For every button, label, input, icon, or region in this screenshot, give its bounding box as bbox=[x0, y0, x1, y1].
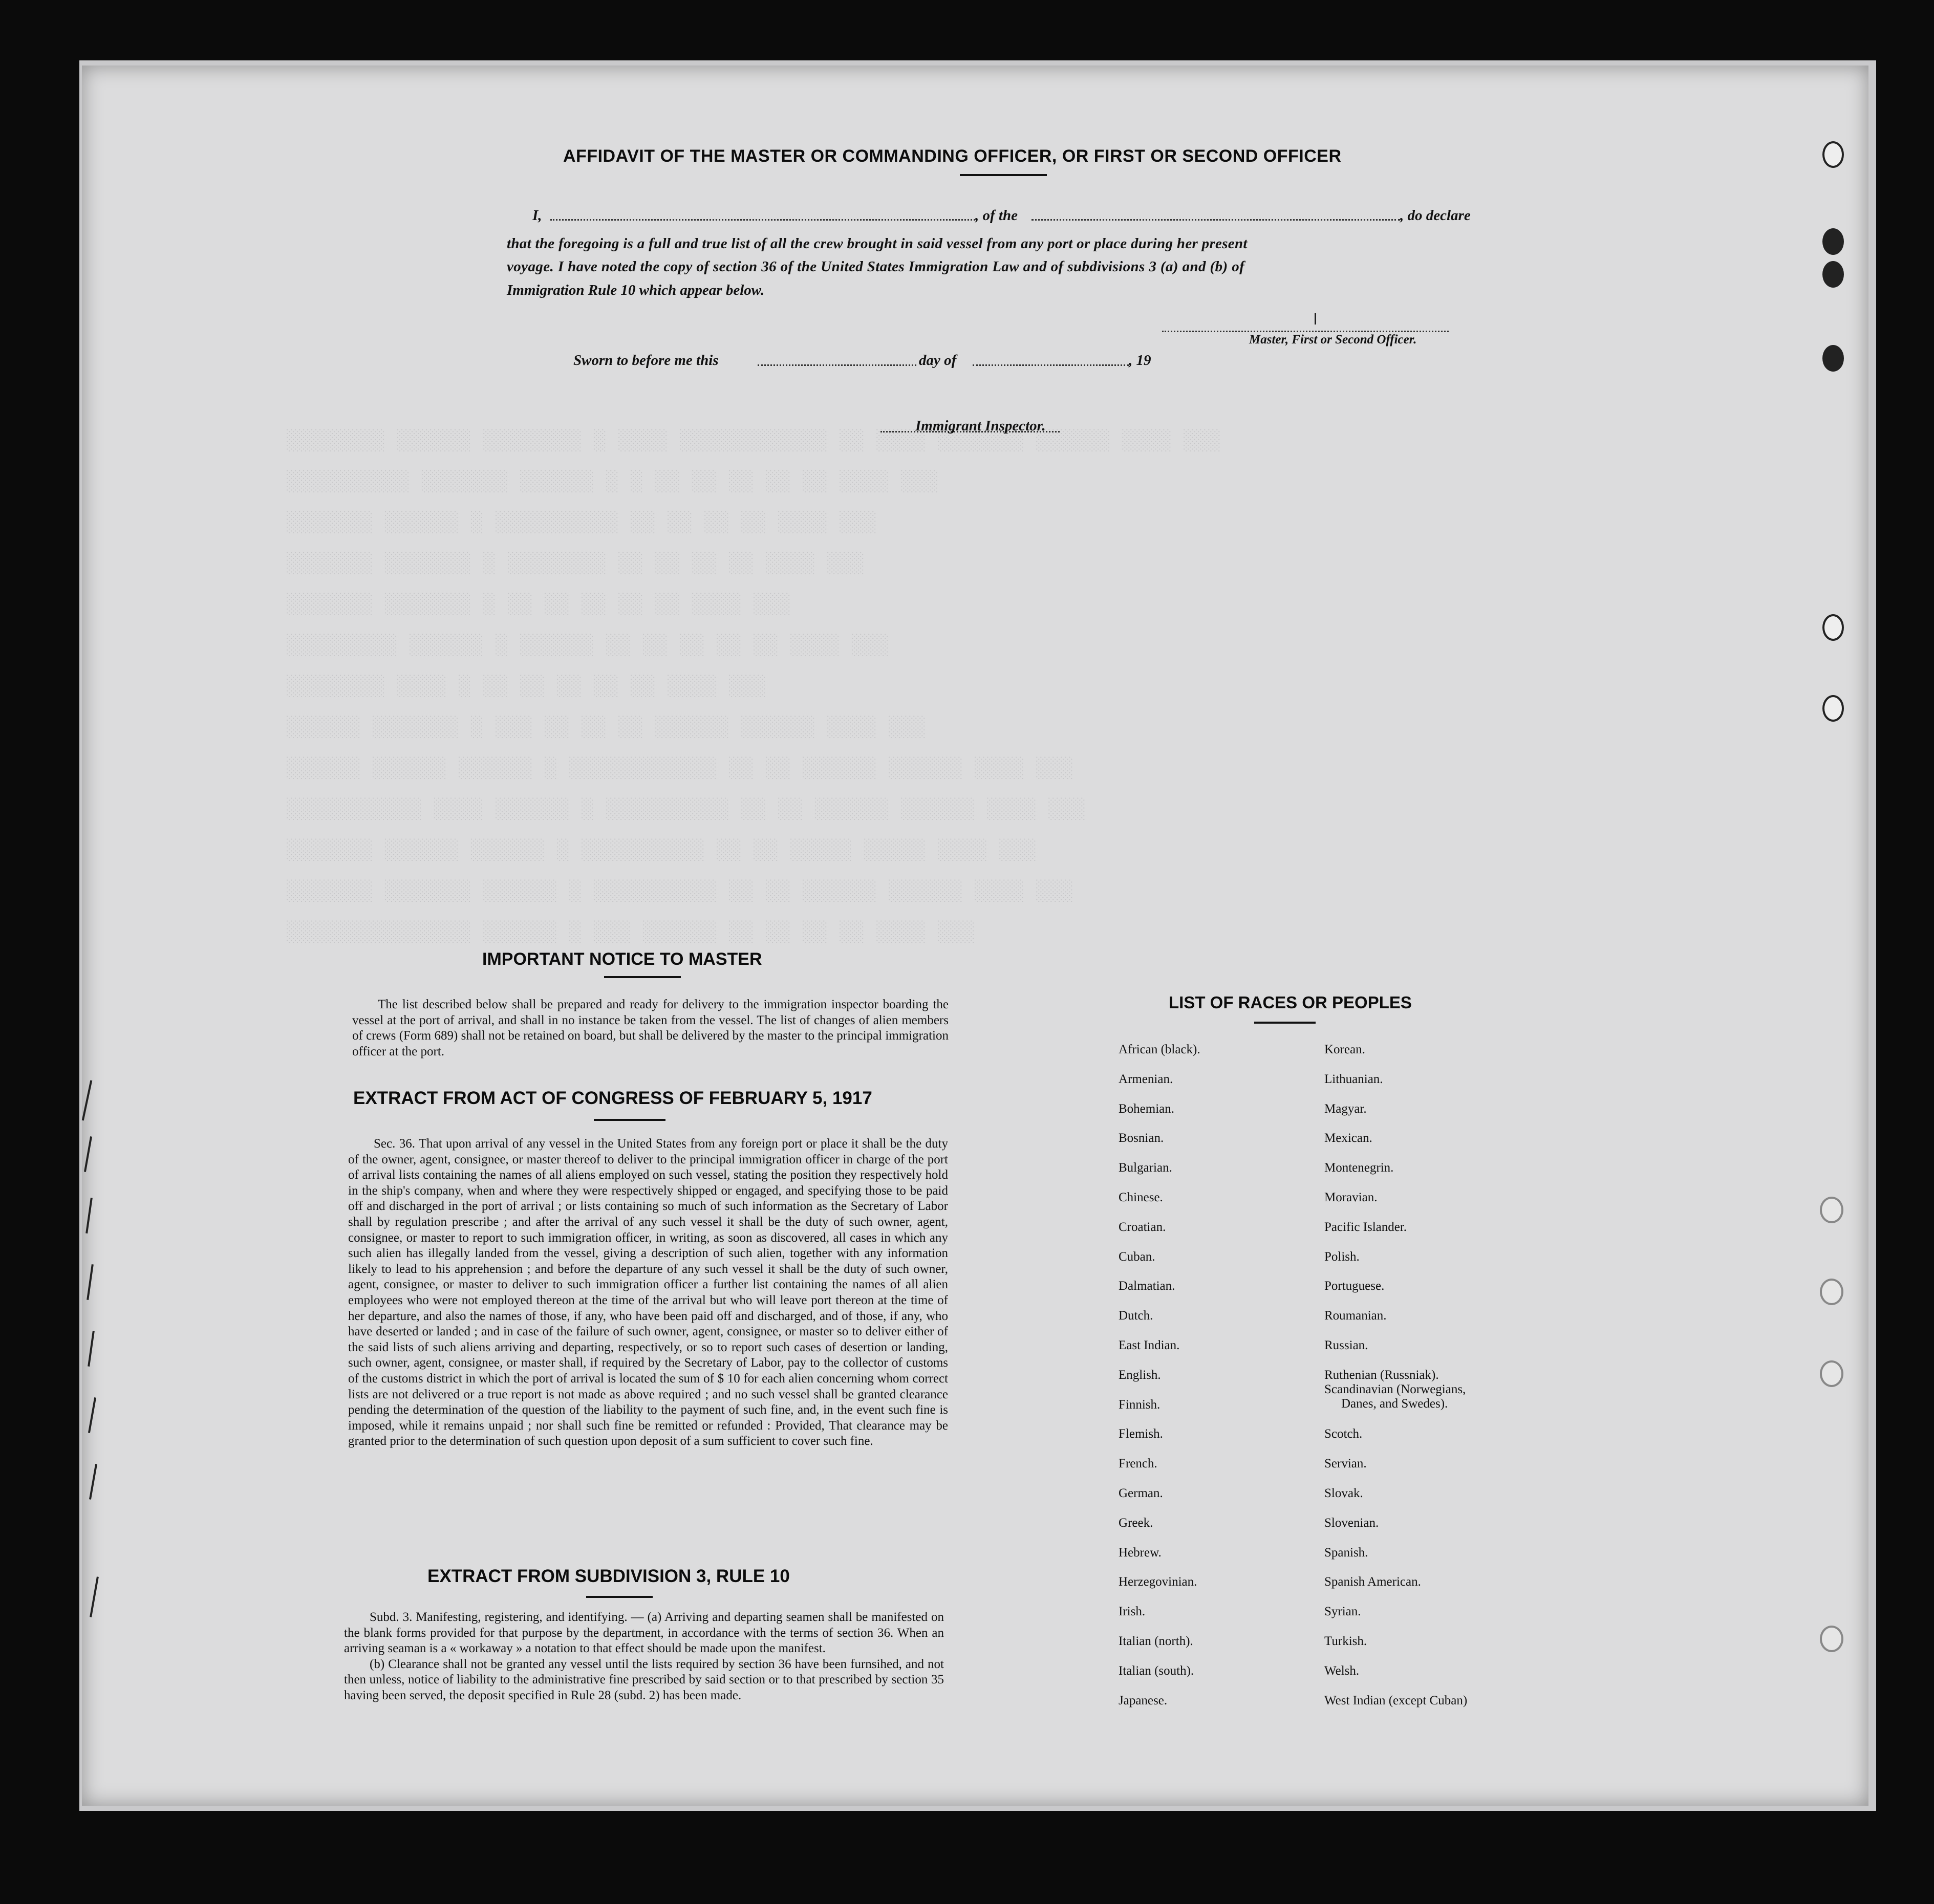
races-title: LIST OF RACES OR PEOPLES bbox=[1169, 993, 1412, 1012]
affidavit-of-the-label: , of the bbox=[975, 207, 1018, 224]
race-item: East Indian. bbox=[1119, 1338, 1180, 1352]
race-item: Roumanian. bbox=[1324, 1309, 1387, 1323]
race-item: Russian. bbox=[1324, 1338, 1368, 1352]
race-item: Armenian. bbox=[1119, 1072, 1173, 1086]
binder-hole-icon bbox=[1822, 695, 1844, 722]
inspector-label: Immigrant Inspector. bbox=[915, 418, 1046, 434]
race-item: Polish. bbox=[1324, 1249, 1360, 1264]
binder-hole-icon bbox=[1822, 228, 1844, 255]
affidavit-line-4: Immigration Rule 10 which appear below. bbox=[507, 282, 765, 298]
notice-title: IMPORTANT NOTICE TO MASTER bbox=[482, 949, 762, 969]
race-item: Turkish. bbox=[1324, 1634, 1367, 1648]
notice-rule bbox=[604, 976, 681, 978]
binder-hole-icon bbox=[1820, 1279, 1843, 1305]
race-item: French. bbox=[1119, 1457, 1157, 1471]
sworn-day-blank bbox=[758, 364, 916, 366]
race-item: African (black). bbox=[1119, 1043, 1200, 1056]
race-item: Hebrew. bbox=[1119, 1545, 1162, 1560]
race-item: Pacific Islander. bbox=[1324, 1220, 1407, 1234]
officer-label: Master, First or Second Officer. bbox=[1249, 333, 1417, 347]
binder-hole-icon bbox=[1820, 1197, 1843, 1223]
rule-para-b: (b) Clearance shall not be granted any vessel until the lists required by section 36 have been furnsihed, and not then unless, notice of liability to the administrative fine prescribed by said section or to that prescribed by section 35 having been served, the deposit specified in Rule 28 (subd. 2) has been made. bbox=[344, 1657, 944, 1702]
race-item: Greek. bbox=[1119, 1516, 1153, 1530]
race-item: West Indian (except Cuban) bbox=[1324, 1693, 1468, 1707]
binder-hole-icon bbox=[1820, 1360, 1843, 1387]
races-rule bbox=[1254, 1022, 1316, 1024]
race-item: Mexican. bbox=[1324, 1131, 1372, 1145]
binder-hole-icon bbox=[1822, 345, 1844, 372]
affidavit-line-3: voyage. I have noted the copy of section 36 of the United States Immigration Law and of subdivisions 3 (a) and (b) of bbox=[507, 258, 1245, 275]
binder-hole-icon bbox=[1822, 141, 1844, 168]
name-blank bbox=[550, 219, 975, 221]
race-item: Japanese. bbox=[1119, 1693, 1168, 1707]
affidavit-line-2: that the foregoing is a full and true list of all the crew brought in said vessel from any port or place during her present bbox=[507, 235, 1248, 252]
race-item: Slovenian. bbox=[1324, 1516, 1379, 1530]
affidavit-i-label: I, bbox=[532, 207, 542, 224]
race-item: Cuban. bbox=[1119, 1249, 1155, 1264]
pen-mark bbox=[1315, 313, 1316, 324]
race-item: Chinese. bbox=[1119, 1191, 1163, 1204]
race-item: Bohemian. bbox=[1119, 1101, 1175, 1116]
race-item: Spanish American. bbox=[1324, 1575, 1421, 1589]
race-item: Ruthenian (Russniak). bbox=[1324, 1368, 1439, 1382]
race-item: Montenegrin. bbox=[1324, 1161, 1394, 1175]
race-item: Scandinavian (Norwegians, bbox=[1324, 1382, 1466, 1396]
notice-body: The list described below shall be prepared and ready for delivery to the immigration inspector boarding the vessel at the port of arrival, and shall in no instance be taken from the vessel. The list of changes of alien members of crews (Form 689) shall not be retained on board, but shall be delivered by the master to the principal immigration officer at the port. bbox=[352, 998, 949, 1058]
act-body: Sec. 36. That upon arrival of any vessel in the United States from any foreign port or place it shall be the duty of the owner, agent, consignee, or master thereof to deliver to the principal immigration officer in charge of the port of arrival lists containing the names of all aliens employed on such vessel, stating the position they respectively hold in the ship's company, when and where they were respectively shipped or engaged, and specifying those to be paid off and discharged in the port of arrival ; or lists containing so much of such information as the Secretary of Labor shall by regulation prescribe ; and after the arrival of any such vessel it shall be the duty of such owner, agent, consignee, or master to report to such immigration officer, in writing, as soon as discovered, all cases in which any such alien has illegally landed from the vessel, giving a description of such alien, together with any information likely to lead to his apprehension ; and before the departure of any such vessel it shall be the duty of such owner, agent, consignee, or master to deliver to such immigration officer a further list containing the names of all alien employees who were not employed thereon at the time of the arrival but who will leave port thereon at the time of her departure, and also the names of those, if any, who have been paid off and discharged, and of those, if any, who have deserted or landed ; and in case of the failure of such owner, agent, consignee, or master so to deliver either of the said lists of such aliens arriving and departing, respectively, or so to report such cases of desertion or landing, such owner, agent, consignee, or master shall, if required by the Secretary of Labor, pay to the collector of customs of the customs district in which the port of arrival is located the sum of $ 10 for each alien concerning whom correct lists are not delivered or a true report is not made as above required ; and no such vessel shall be granted clearance pending the determination of the question of the liability to the payment of such fine, and, in the event such fine is imposed, while it remains unpaid ; nor shall such fine be remitted or refunded : Provided, That clearance may be granted prior to the determination of such question upon deposit of a sum sufficient to cover such fine. bbox=[348, 1137, 948, 1448]
rule-rule bbox=[586, 1596, 653, 1598]
race-item: Finnish. bbox=[1119, 1397, 1161, 1412]
day-of-label: day of bbox=[919, 352, 957, 369]
race-item: Herzegovinian. bbox=[1119, 1575, 1197, 1589]
race-item: Danes, and Swedes). bbox=[1341, 1396, 1448, 1411]
race-item: Italian (south). bbox=[1119, 1663, 1194, 1678]
rule-title: EXTRACT FROM SUBDIVISION 3, RULE 10 bbox=[427, 1566, 790, 1586]
race-item: Syrian. bbox=[1324, 1605, 1361, 1619]
race-item: Bulgarian. bbox=[1119, 1161, 1172, 1175]
race-item: Korean. bbox=[1324, 1043, 1365, 1056]
affidavit-title: AFFIDAVIT OF THE MASTER OR COMMANDING OFFICER, OR FIRST OR SECOND OFFICER bbox=[563, 146, 1342, 166]
race-item: Slovak. bbox=[1324, 1486, 1363, 1500]
act-rule bbox=[594, 1119, 665, 1121]
rule-body bbox=[344, 1610, 944, 1703]
year-label: , 19 bbox=[1129, 352, 1151, 369]
sworn-label: Sworn to before me this bbox=[573, 352, 719, 369]
binder-hole-icon bbox=[1820, 1626, 1843, 1652]
race-item: Bosnian. bbox=[1119, 1131, 1164, 1145]
race-item: Portuguese. bbox=[1324, 1279, 1385, 1293]
race-item: Moravian. bbox=[1324, 1191, 1378, 1204]
act-title: EXTRACT FROM ACT OF CONGRESS OF FEBRUARY 5, 1917 bbox=[353, 1088, 872, 1108]
race-item: Italian (north). bbox=[1119, 1634, 1193, 1648]
race-item: Magyar. bbox=[1324, 1101, 1367, 1116]
race-item: Irish. bbox=[1119, 1605, 1146, 1619]
race-item: Dutch. bbox=[1119, 1309, 1153, 1323]
binder-hole-icon bbox=[1822, 614, 1844, 641]
title-rule bbox=[960, 174, 1047, 176]
race-item: English. bbox=[1119, 1368, 1161, 1382]
rule-para-a: Subd. 3. Manifesting, registering, and identifying. — (a) Arriving and departing seamen shall be manifested on the blank forms provided for that purpose by the department, in accordance with the terms of section 36. When an arriving seaman is a « workaway » a notation to that effect should be made upon the manifest. bbox=[344, 1610, 944, 1655]
race-item: Dalmatian. bbox=[1119, 1279, 1175, 1293]
race-item: Flemish. bbox=[1119, 1427, 1163, 1441]
race-item: Welsh. bbox=[1324, 1663, 1360, 1678]
race-item: Lithuanian. bbox=[1324, 1072, 1383, 1086]
month-blank bbox=[973, 364, 1129, 366]
race-item: Servian. bbox=[1324, 1457, 1367, 1471]
binder-hole-icon bbox=[1822, 261, 1844, 288]
race-item: Spanish. bbox=[1324, 1545, 1368, 1560]
signature-blank bbox=[1162, 331, 1449, 332]
race-item: Scotch. bbox=[1324, 1427, 1363, 1441]
vessel-blank bbox=[1032, 219, 1400, 221]
race-item: Croatian. bbox=[1119, 1220, 1166, 1234]
affidavit-declare-label: , do declare bbox=[1400, 207, 1471, 224]
race-item: German. bbox=[1119, 1486, 1163, 1500]
